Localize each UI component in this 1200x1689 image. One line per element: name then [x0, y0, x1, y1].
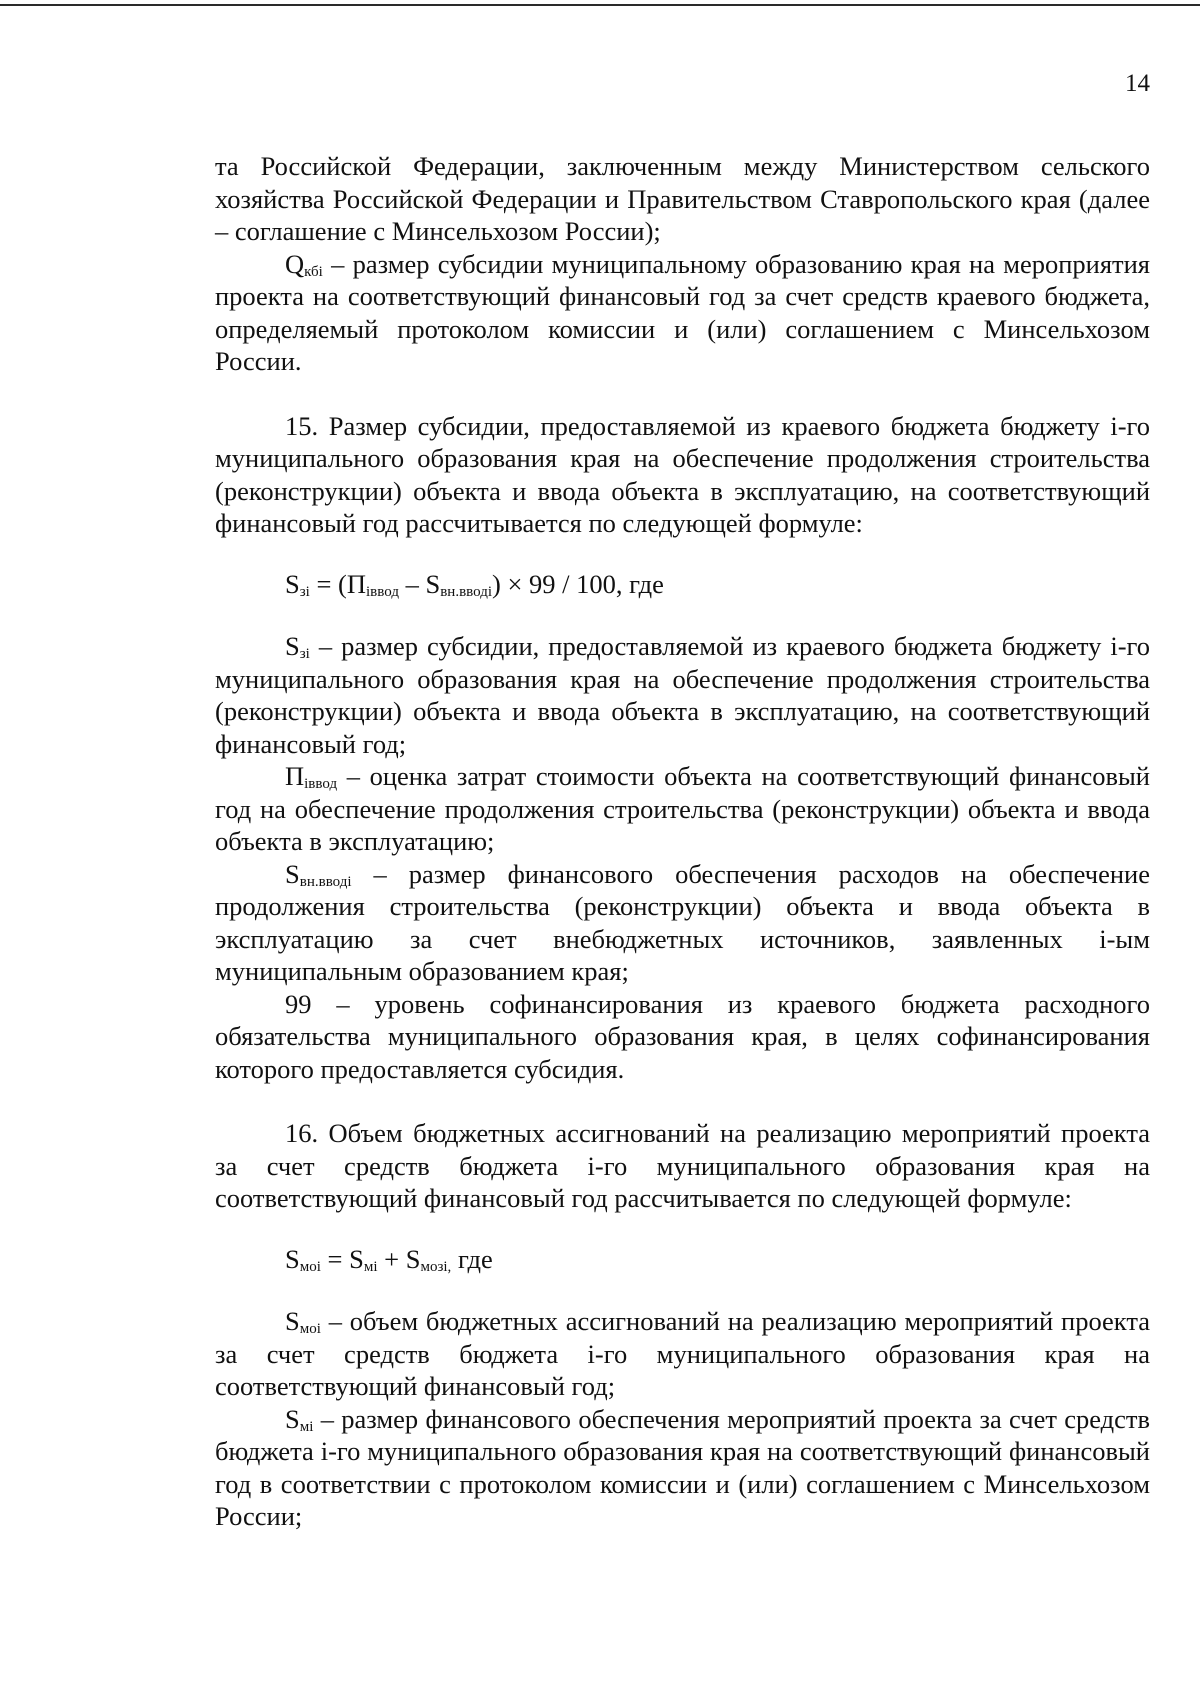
definition-s3 [215, 630, 1150, 760]
symbol: Q [285, 248, 305, 279]
symbol: S [285, 1403, 300, 1434]
formula-symbol: S [285, 1243, 300, 1274]
formula-subscript: iввод [366, 583, 399, 600]
symbol-subscript: мi [299, 1418, 314, 1435]
page-number: 14 [1125, 70, 1150, 97]
formula-part: – S [398, 568, 441, 599]
document-body [215, 150, 1150, 1533]
symbol: S [285, 631, 300, 661]
definition-text: – размер финансового обеспечения расходов на обеспечение продолжения строительства (реконструкции) объекта и ввода объекта в эксплуатацию за счет внебюджетных источников, заявленных i-ым муниципальным образованием края; [215, 858, 1150, 986]
symbol-subscript: вн.вводi [299, 873, 352, 890]
definition-text: – оценка затрат стоимости объекта на соответствующий финансовый год на обеспечение продолжения строительства (реконструкции) объекта и ввода объекта в эксплуатацию; [215, 761, 1150, 856]
symbol-subscript: зi [299, 646, 310, 662]
formula-smo [215, 1243, 1150, 1276]
definition-svn [215, 858, 1150, 988]
formula-part: ) × 99 / 100, где [492, 568, 664, 599]
formula-part: где [451, 1243, 493, 1274]
definition-text: – объем бюджетных ассигнований на реализацию мероприятий проекта за счет средств бюджета i-го муниципального образования края на соответствующий финансовый год; [215, 1306, 1150, 1401]
definition-qkb [215, 248, 1150, 378]
formula-subscript: мозi, [420, 1258, 452, 1275]
formula-subscript: вн.вводi [440, 583, 492, 600]
formula-subscript: зi [299, 583, 310, 600]
paragraph-continuation: та Российской Федерации, заключенным между Министерством сельского хозяйства Российской Федерации и Правительством Ставропольского края (далее – соглашение с Минсельхозом России); [215, 151, 1150, 246]
symbol-subscript: моi [299, 1321, 321, 1337]
symbol: П [285, 761, 305, 791]
symbol: S [285, 858, 300, 889]
formula-part: + S [377, 1243, 421, 1274]
formula-s3 [215, 568, 1150, 601]
formula-subscript: моi [299, 1258, 321, 1275]
formula-part: = (П [309, 568, 367, 599]
formula-part: = S [320, 1243, 364, 1274]
formula-subscript: мi [363, 1258, 378, 1275]
definition-text: – размер финансового обеспечения мероприятий проекта за счет средств бюджета i-го муниципального образования края на соответствующий финансовый год в соответствии с протоколом комиссии и (или) соглашением с Минсельхозом России; [215, 1403, 1150, 1531]
definition-p [215, 760, 1150, 858]
definition-text: – размер субсидии, предоставляемой из краевого бюджета бюджету i-го муниципального образования края на обеспечение продолжения строительства (реконструкции) объекта и ввода объекта в эксплуатацию, на соответствующий финансовый год; [215, 631, 1150, 759]
top-rule [0, 4, 1200, 6]
definition-99: 99 – уровень софинансирования из краевого бюджета расходного обязательства муниципального образования края, в целях софинансирования которого предоставляется субсидия. [215, 988, 1150, 1084]
section-16-paragraph: 16. Объем бюджетных ассигнований на реализацию мероприятий проекта за счет средств бюджета i-го муниципального образования края на соответствующий финансовый год рассчитывается по следующей формуле: [215, 1118, 1150, 1213]
symbol-subscript: iввод [304, 776, 338, 792]
formula-symbol: S [285, 568, 300, 599]
symbol-subscript: кбi [304, 263, 323, 280]
symbol: S [285, 1306, 300, 1336]
definition-smo [215, 1305, 1150, 1403]
definition-sm [215, 1403, 1150, 1533]
definition-text: – размер субсидии муниципальному образованию края на мероприятия проекта на соответствующий финансовый год за счет средств краевого бюджета, определяемый протоколом комиссии и (или) соглашением с Минсельхозом России. [215, 248, 1150, 376]
section-15-paragraph: 15. Размер субсидии, предоставляемой из краевого бюджета бюджету i-го муниципального образования края на обеспечение продолжения строительства (реконструкции) объекта и ввода объекта в эксплуатацию, на соответствующий финансовый год рассчитывается по следующей формуле: [215, 410, 1150, 538]
